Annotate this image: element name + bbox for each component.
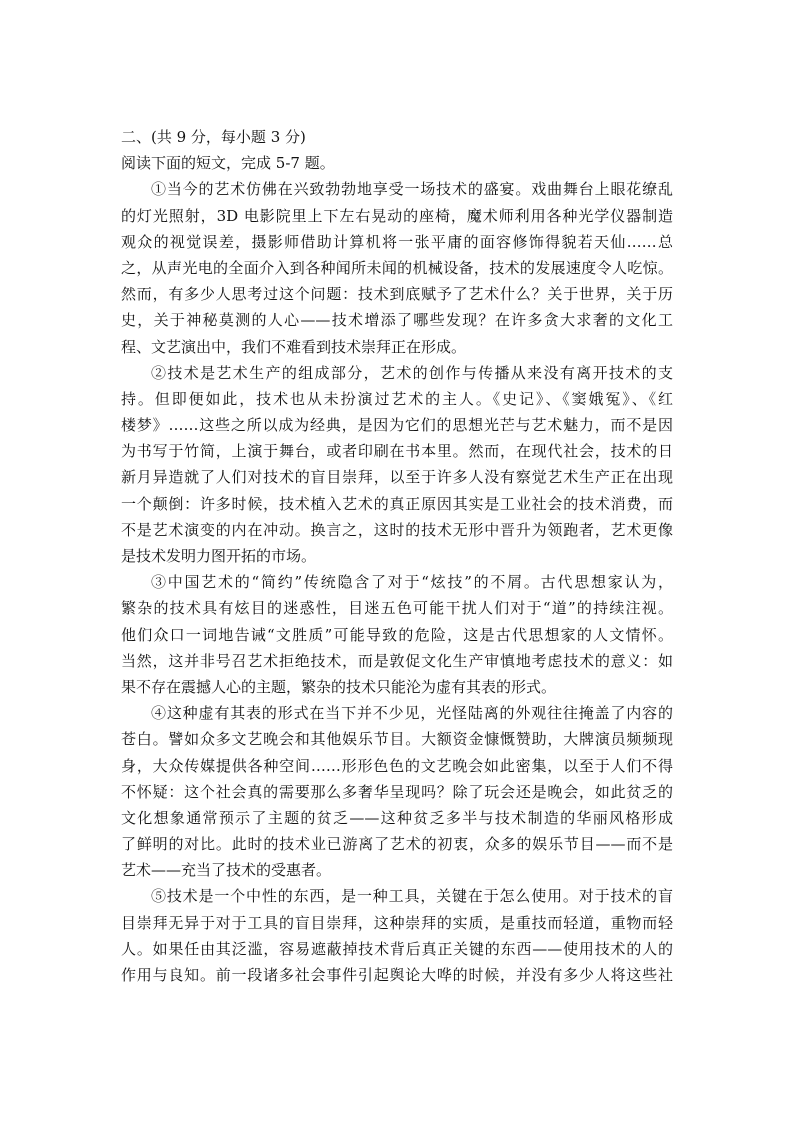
paragraph-line: 果不存在震撼人心的主题，繁杂的技术只能沦为虚有其表的形式。 (121, 677, 557, 696)
paragraph-line: 不怀疑：这个社会真的需要那么多奢华呈现吗？除了玩会还是晚会，如此贫乏的 (121, 782, 673, 801)
paragraph-line: 人。如果任由其泛滥，容易遮蔽掉技术背后真正关键的东西——使用技术的人的 (121, 939, 673, 958)
paragraph-4 (121, 700, 673, 883)
paragraph-line: ④这种虚有其表的形式在当下并不少见，光怪陆离的外观往往掩盖了内容的 (151, 704, 673, 723)
paragraph-line: ①当今的艺术仿佛在兴致勃勃地享受一场技术的盛宴。戏曲舞台上眼花缭乱 (151, 180, 673, 199)
paragraph-line: 繁杂的技术具有炫目的迷惑性，目迷五色可能干扰人们对于“道”的持续注视。 (121, 599, 673, 618)
paragraph-line: 然而，有多少人思考过这个问题：技术到底赋予了艺术什么？关于世界，关于历 (121, 285, 673, 304)
paragraph-line: 是技术发明力图开拓的市场。 (121, 547, 317, 565)
paragraph-line: 他们众口一词地告诫“文胜质”可能导致的危险，这是古代思想家的人文情怀。 (121, 625, 673, 644)
paragraph-line: 目崇拜无异于对于工具的盲目崇拜，这种崇拜的实质，是重技而轻道，重物而轻 (121, 913, 673, 932)
paragraph-line: 了鲜明的对比。此时的技术业已游离了艺术的初衷，众多的娱乐节目——而不是 (121, 835, 673, 854)
paragraph-line: 楼梦》……这些之所以成为经典，是因为它们的思想光芒与艺术魅力，而不是因 (121, 416, 673, 435)
paragraph-line: 之，从声光电的全面介入到各种闻所未闻的机械设备，技术的发展速度令人吃惊。 (121, 258, 673, 277)
paragraph-line: 为书写于竹简，上演于舞台，或者印刷在书本里。然而，在现代社会，技术的日 (121, 442, 673, 461)
paragraph-line: ⑤技术是一个中性的东西，是一种工具，关键在于怎么使用。对于技术的盲 (151, 887, 673, 906)
paragraph-3 (121, 569, 673, 700)
paragraph-line: 身，大众传媒提供各种空间……形形色色的文艺晚会如此密集，以至于人们不得 (121, 756, 673, 775)
paragraph-line: 新月异造就了人们对技术的盲目崇拜，以至于许多人没有察觉艺术生产正在出现 (121, 468, 673, 487)
paragraph-2 (121, 360, 673, 570)
paragraph-line: 文化想象通常预示了主题的贫乏——这种贫乏多半与技术制造的华丽风格形成 (121, 808, 673, 827)
document-page (121, 124, 673, 988)
section-heading: 二、(共 9 分，每小题 3 分) (121, 128, 306, 146)
paragraph-line: 的灯光照射，3D 电影院里上下左右晃动的座椅，魔术师利用各种光学仪器制造 (121, 206, 673, 225)
paragraph-line: 当然，这并非号召艺术拒绝技术，而是敦促文化生产审慎地考虑技术的意义：如 (121, 651, 673, 670)
paragraph-line: 持。但即便如此，技术也从未扮演过艺术的主人。《史记》、《窦娥冤》、《红 (121, 389, 673, 408)
paragraph-line: 苍白。譬如众多文艺晚会和其他娱乐节目。大额资金慷慨赞助，大牌演员频频现 (121, 730, 673, 749)
reading-instruction: 阅读下面的短文，完成 5-7 题。 (121, 154, 335, 173)
paragraph-line: 史，关于神秘莫测的人心——技术增添了哪些发现？在许多贪大求奢的文化工 (121, 311, 673, 330)
paragraph-line: 观众的视觉误差，摄影师借助计算机将一张平庸的面容修饰得貌若天仙……总 (121, 232, 673, 251)
paragraph-line: 程、文艺演出中，我们不难看到技术崇拜正在形成。 (121, 337, 467, 356)
paragraph-line: 不是艺术演变的内在冲动。换言之，这时的技术无形中晋升为领跑者，艺术更像 (121, 520, 673, 539)
paragraph-line: 一个颠倒：许多时候，技术植入艺术的真正原因其实是工业社会的技术消费，而 (121, 494, 673, 513)
paragraph-1 (121, 176, 673, 359)
paragraph-line: ②技术是艺术生产的组成部分，艺术的创作与传播从来没有离开技术的支 (151, 363, 673, 382)
paragraph-line: 作用与良知。前一段诸多社会事件引起舆论大哗的时候，并没有多少人将这些社 (121, 966, 673, 984)
paragraph-line: ③中国艺术的“简约”传统隐含了对于“炫技”的不屑。古代思想家认为， (151, 573, 673, 592)
paragraph-line: 艺术——充当了技术的受惠者。 (121, 861, 332, 880)
paragraph-5 (121, 883, 673, 988)
